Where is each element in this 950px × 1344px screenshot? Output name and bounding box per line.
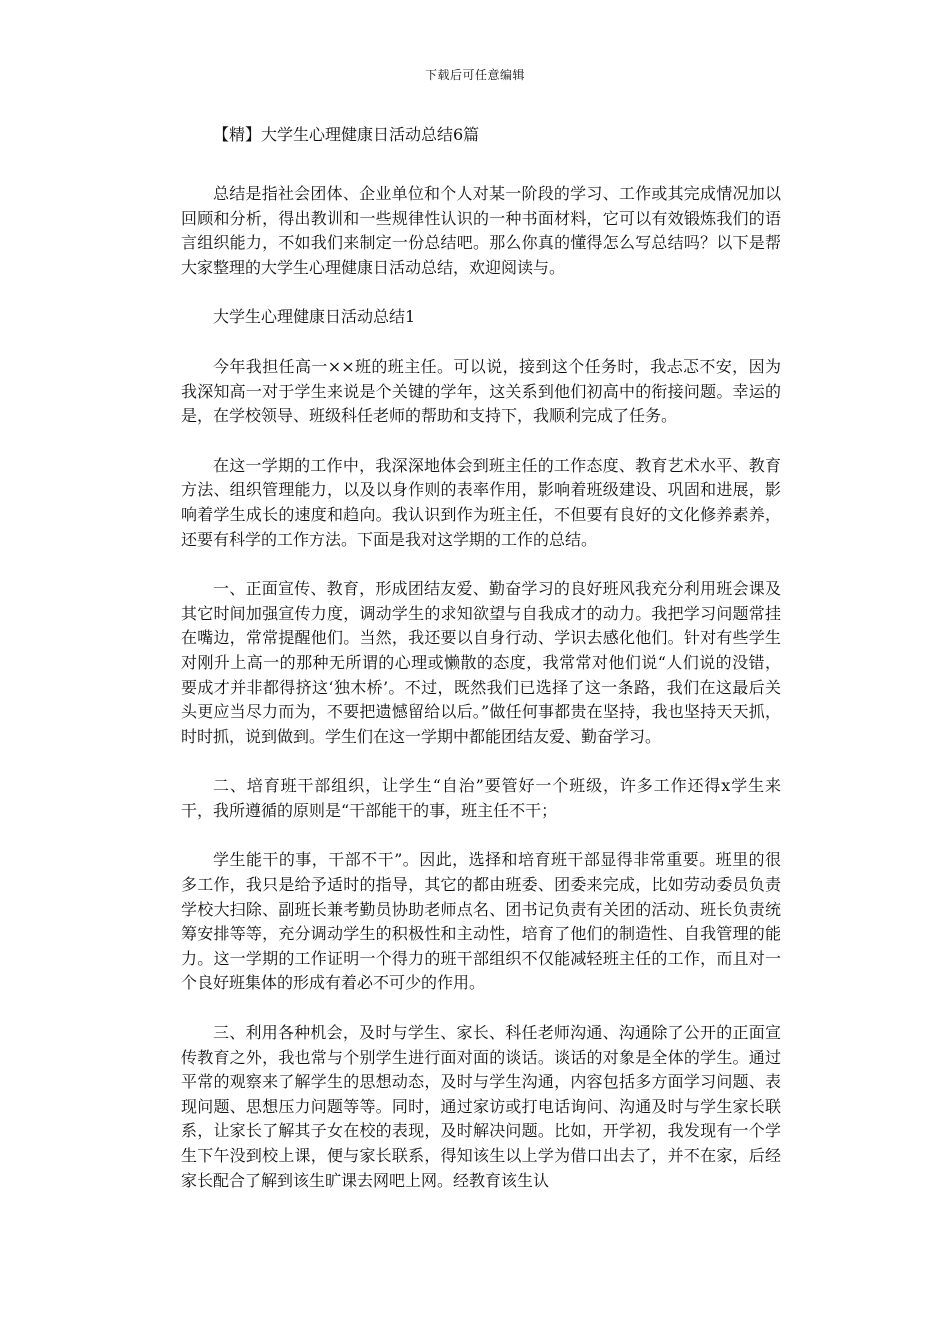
body-paragraph-6: 三、利用各种机会，及时与学生、家长、科任老师沟通、沟通除了公开的正面宣传教育之外，我也常与个别学生进行面对面的谈话。谈话的对象是全体的学生。通过平常的观察来了解学生的思想动态，及时与学生沟通，内容包括多方面学习问题、表现问题、思想压力问题等等。同时，通过家访或打电话询问、沟通及时与学生家长联系，让家长了解其子女在校的表现，及时解决问题。比如，开学初，我发现有一个学生下午没到校上课，便与家长联系，得知该生以上学为借口出去了，并不在家，后经家长配合了解到该生旷课去网吧上网。经教育该生认 bbox=[181, 1023, 781, 1190]
document-body bbox=[181, 121, 781, 1218]
document-title: 【精】大学生心理健康日活动总结6篇 bbox=[213, 125, 480, 144]
body-paragraph-1: 今年我担任高一××班的班主任。可以说，接到这个任务时，我忐忑不安，因为我深知高一对于学生来说是个关键的学年，这关系到他们初高中的衔接问题。幸运的是，在学校领导、班级科任老师的帮助和支持下，我顺利完成了任务。 bbox=[181, 356, 781, 426]
body-paragraph-5: 学生能干的事，干部不干”。因此，选择和培育班干部显得非常重要。班里的很多工作，我只是给予适时的指导，其它的都由班委、团委来完成，比如劳动委员负责学校大扫除、副班长兼考勤员协助老师点名、团书记负责有关团的活动、班长负责统筹安排等等，充分调动学生的积极性和主动性，培育了他们的制造性、自我管理的能力。这一学期的工作证明一个得力的班干部组织不仅能减轻班主任的工作，而且对一个良好班集体的形成有着必不可少的作用。 bbox=[181, 850, 781, 993]
body-paragraph-3: 一、正面宣传、教育，形成团结友爱、勤奋学习的良好班风我充分利用班会课及其它时间加强宣传力度，调动学生的求知欲望与自我成才的动力。我把学习问题常挂在嘴边，常常提醒他们。当然，我还要以自身行动、学识去感化他们。针对有些学生对刚升上高一的那种无所谓的心理或懒散的态度，我常常对他们说“人们说的没错，要成才并非都得挤这‘独木桥’。不过，既然我们已选择了这一条路，我们在这最后关头更应当尽力而为，不要把遗憾留给以后。”做任何事都贵在坚持，我也坚持天天抓，时时抓，说到做到。学生们在这一学期中都能团结友爱、勤奋学习。 bbox=[181, 579, 781, 746]
header-note: 下载后可任意编辑 bbox=[424, 68, 525, 82]
section-heading: 大学生心理健康日活动总结1 bbox=[213, 307, 416, 327]
body-paragraph-2: 在这一学期的工作中，我深深地体会到班主任的工作态度、教育艺术水平、教育方法、组织管理能力，以及以身作则的表率作用，影响着班级建设、巩固和进展，影响着学生成长的速度和趋向。我认识到作为班主任，不但要有良好的文化修养素养，还要有科学的工作方法。下面是我对这学期的工作的总结。 bbox=[181, 455, 781, 549]
body-paragraph-4: 二、培育班干部组织，让学生“自治”要管好一个班级，许多工作还得x学生来干，我所遵循的原则是“干部能干的事，班主任不干； bbox=[181, 776, 781, 820]
intro-paragraph: 总结是指社会团体、企业单位和个人对某一阶段的学习、工作或其完成情况加以回顾和分析，得出教训和一些规律性认识的一种书面材料，它可以有效锻炼我们的语言组织能力，不如我们来制定一份总结吧。那么你真的懂得怎么写总结吗？以下是帮大家整理的大学生心理健康日活动总结，欢迎阅读与。 bbox=[181, 184, 781, 277]
